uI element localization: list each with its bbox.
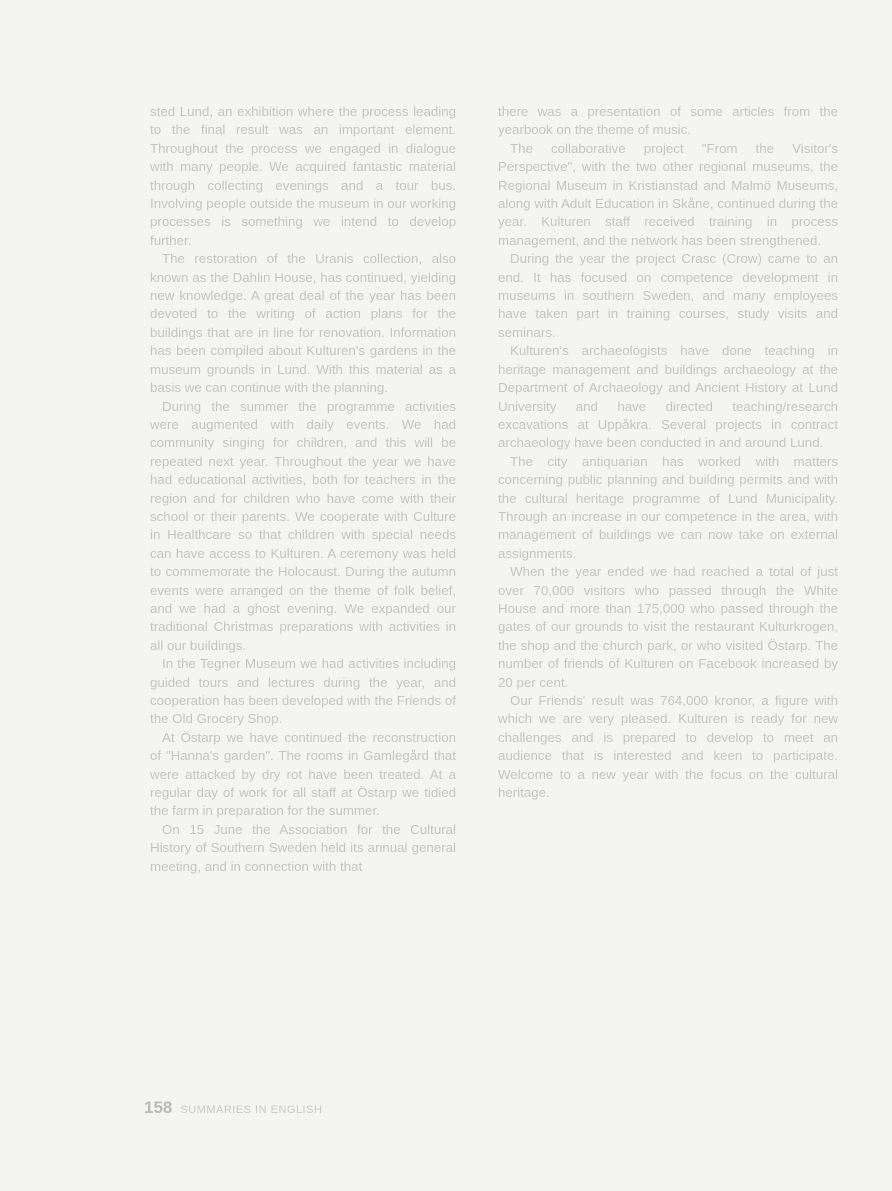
paragraph: Kulturen's archaeologists have done teaching in heritage management and buildings archaeology at the Department of Archaeology and Ancient History at Lund University and have directed teaching/research excavations at Uppåkra. Several projects in contract archaeology have been conducted in and around Lund.	[498, 343, 838, 451]
paragraph: At Östarp we have continued the reconstruction of "Hanna's garden". The rooms in Gamlegård that were attacked by dry rot have been treated. At a regular day of work for all staff at Östarp we tidied the farm in preparation for the summer.	[150, 729, 456, 819]
left-text-column	[150, 103, 456, 876]
paragraph: During the summer the programme activities were augmented with daily events. We had community singing for children, and this will be repeated next year. Throughout the year we have had educational activities, both for teachers in the region and for children who have come with their school or their parents. We cooperate with Culture in Healthcare so that children with special needs can have access to Kulturen. A ceremony was held to commemorate the Holocaust. During the autumn events were arranged on the theme of folk belief, and we had a ghost evening. We expanded our traditional Christmas preparations with activities in all our buildings.	[150, 398, 456, 653]
paragraph: Our Friends' result was 764,000 kronor, a figure with which we are very pleased. Kulturen is ready for new challenges and is prepared to develop to meet an audience that is interested and keen to participate. Welcome to a new year with the focus on the cultural heritage.	[498, 693, 838, 801]
paragraph: there was a presentation of some articles from the yearbook on the theme of music.	[498, 104, 838, 138]
paragraph: The city antiquarian has worked with matters concerning public planning and building permits and with the cultural heritage programme of Lund Municipality. Through an increase in our competence in the area, with management of buildings we can now take on external assignments.	[498, 453, 838, 561]
paragraph: On 15 June the Association for the Cultural History of Southern Sweden held its annual general meeting, and in connection with that	[150, 821, 456, 874]
page-footer	[144, 1098, 322, 1118]
paragraph: The restoration of the Uranis collection, also known as the Dahlin House, has continued, yielding new knowledge. A great deal of the year has been devoted to the writing of action plans for the buildings that are in line for renovation. Information has been compiled about Kulturen's gardens in the museum grounds in Lund. With this material as a basis we can continue with the planning.	[150, 251, 456, 396]
paragraph: The collaborative project "From the Visitor's Perspective", with the two other regional museums, the Regional Museum in Kristianstad and Malmö Museums, along with Adult Education in Skåne, continued during the year. Kulturen staff received training in process management, and the network has been strengthened.	[498, 140, 838, 248]
paragraph: When the year ended we had reached a total of just over 70,000 visitors who passed through the White House and more than 175,000 who passed through the gates of our grounds to visit the restaurant Kulturkrogen, the shop and the church park, or who visited Östarp. The number of friends of Kulturen on Facebook increased by 20 per cent.	[498, 564, 838, 690]
paragraph: During the year the project Crasc (Crow) came to an end. It has focused on competence development in museums in southern Sweden, and many employees have taken part in training courses, study visits and seminars.	[498, 251, 838, 340]
right-text-column	[498, 103, 838, 802]
page-number: 158	[144, 1098, 173, 1117]
paragraph: sted Lund, an exhibition where the process leading to the final result was an important element. Throughout the process we engaged in dialogue with many people. We acquired fantastic material through collecting evenings and a tour bus. Involving people outside the museum in our working processes is something we intend to develop further.	[150, 104, 457, 248]
paragraph: In the Tegner Museum we had activities including guided tours and lectures during the year, and cooperation has been developed with the Friends of the Old Grocery Shop.	[150, 656, 456, 727]
section-label: SUMMARIES IN ENGLISH	[180, 1104, 323, 1116]
